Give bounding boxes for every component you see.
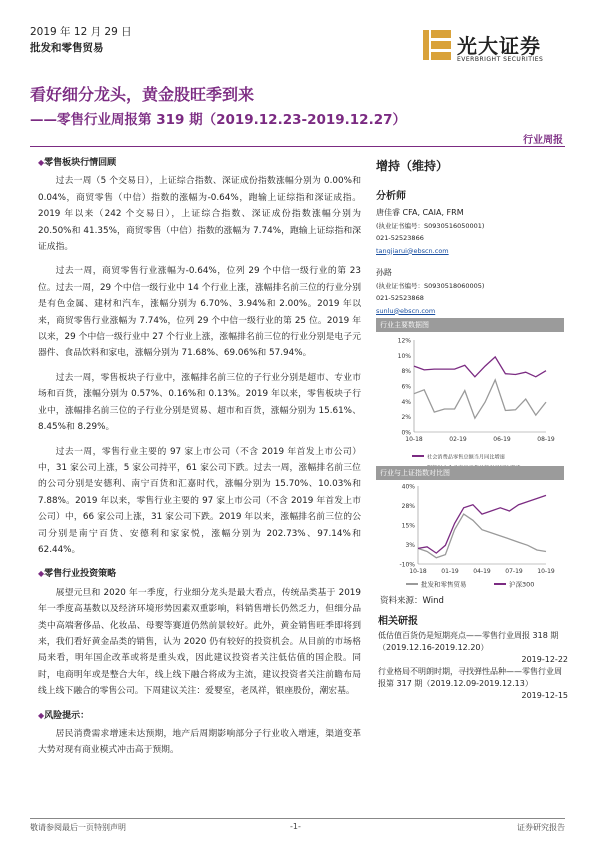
report-date: 2019 年 12 月 29 日	[30, 26, 132, 38]
chart-header: 行业主要数据图	[376, 318, 564, 332]
y-tick-label: 28%	[401, 503, 415, 510]
logo-text-en: EVERBRIGHT SECURITIES	[457, 56, 544, 63]
related-heading: 相关研报	[378, 616, 418, 627]
footer-divider	[30, 818, 565, 819]
footer-report-label: 证券研究报告	[517, 823, 565, 832]
analyst-email-link[interactable]: sunlu@ebscn.com	[376, 306, 436, 315]
header-divider	[30, 146, 565, 147]
x-tick-label: 10-18	[409, 568, 427, 575]
analyst-phone: 021-52523866	[376, 234, 424, 242]
y-tick-label: 4%	[401, 398, 411, 406]
brand-logo	[423, 30, 583, 70]
chart-industry-data	[376, 318, 564, 484]
chart1-svg	[376, 332, 564, 480]
y-tick-label: 3%	[405, 542, 415, 549]
series-line-0	[418, 514, 546, 558]
analyst-cert: (执业证书编号：S0930518060005)	[376, 281, 485, 290]
logo-text: 光大证券	[457, 34, 541, 58]
paragraph: 过去一周（5 个交易日），上证综合指数、深证成份指数涨幅分别为 0.00%和 0.04%，商贸零售（中信）指数的涨幅为-0.64%，跑输上证综指和深证成指。2019 年以来（242 个交易日），上证综合指数、深证成份指数涨幅分别为 20.50%和 41.35%，商贸零售（中信）指数的涨幅为 7.74%，跑输上证综指和深证成指。	[38, 176, 361, 253]
legend-label: 沪深300	[509, 580, 535, 589]
rating: 增持（维持）	[376, 159, 449, 173]
y-tick-label: 15%	[401, 522, 415, 530]
y-tick-label: 6%	[401, 383, 411, 391]
y-tick-label: 40%	[401, 483, 415, 491]
page-number: -1-	[290, 822, 301, 831]
diamond-icon: ◆	[38, 158, 45, 167]
footer-disclaimer: 敬请参阅最后一页特别声明	[30, 823, 126, 832]
report-title: 看好细分龙头，黄金股旺季到来	[30, 85, 255, 104]
paragraph: 过去一周，零售行业主要的 97 家上市公司（不含 2019 年首发上市公司）中，31 家公司上涨，5 家公司持平，61 家公司下跌。过去一周，涨幅排名前三位的公司分别是安德利、南宁百货和汇嘉时代，涨幅分别为 15.70%、10.03%和 7.88%。2019 年以来，零售行业主要的 97 家上市公司（不含 2019 年首发上市公司）中，66 家公司上涨，31 家公司下跌。2019 年以来，涨幅排名前三位的公司分别是南宁百货、安德利和家家悦，涨幅分别为 202.73%、97.14%和 62.44%。	[38, 446, 361, 555]
y-tick-label: -10%	[399, 561, 415, 569]
paragraph: 居民消费需求增速未达预期，地产后周期影响部分子行业收入增速，渠道变革大势对现有商业模式冲击高于预期。	[38, 729, 361, 756]
chart-index-compare	[376, 466, 564, 596]
x-tick-label: 07-19	[505, 568, 523, 575]
y-tick-label: 12%	[397, 337, 411, 345]
report-sector: 批发和零售贸易	[30, 42, 104, 54]
related-reports	[378, 616, 568, 702]
paragraph: 过去一周，商贸零售行业涨幅为-0.64%，位列 29 个中信一级行业的第 23 位。过去一周，29 个中信一级行业中 14 个行业上涨，涨幅排名前三位的行业分别是有色金属、建材和汽车，涨幅分别为 6.70%、3.94%和 2.00%。2019 年以来，商贸零售行业涨幅为 7.74%，位列 29 个中信一级行业的第 25 位。2019 年以来，29 个中信一级行业中 27 个行业上涨，涨幅排名前三位的行业分别是电子元器件、食品饮料和家电，涨幅分别为 71.68%、69.06%和 57.94%。	[38, 266, 361, 359]
section-heading-risk: ◆风险提示：	[38, 710, 90, 721]
section-heading-strategy: ◆零售行业投资策略	[38, 569, 117, 580]
source-note: 资料来源：Wind	[380, 596, 444, 606]
x-tick-label: 10-19	[537, 568, 555, 575]
analyst-phone: 021-52523868	[376, 294, 424, 302]
legend-label: 批发和零售贸易	[421, 580, 467, 589]
x-tick-label: 06-19	[493, 436, 511, 443]
related-report-link[interactable]: 行业格局不明朗时期，寻找弹性品种——零售行业周报第 317 期（2019.12.09-2019.12.13）	[378, 667, 562, 688]
analyst-name: 唐佳睿 CFA, CAIA, FRM	[376, 208, 464, 217]
chart2-svg	[376, 480, 564, 592]
analyst-cert: (执业证书编号：S0930516050001)	[376, 221, 485, 230]
x-tick-label: 08-19	[537, 436, 555, 443]
analyst-name: 孙路	[376, 268, 392, 277]
paragraph: 展望元旦和 2020 年一季度，行业细分龙头是最大看点，传统品类基于 2019 年一季度高基数以及经济环境形势因素双重影响，料销售增长仍然乏力，但细分品类中高端奢侈品、化妆品、母婴等赛道仍然前景较好。此外，黄金销售旺季即将到来，我们看好黄金品类的销售，认为 2020 仍有较好的投资机会。从目前的市场格局来看，明年国企改革或将是重头戏，因此建议投资者关注低估值的国企股。同时，电商明年或是整合大年，线上线下融合将成为主流，建议投资者关注前瞻布局线上线下融合的零售公司。下周建议关注：爱婴室，老凤祥，银座股份，潮宏基。	[38, 587, 361, 697]
series-line-0	[414, 357, 546, 377]
sidebar	[376, 160, 566, 317]
x-tick-label: 01-19	[441, 568, 459, 575]
legend-label: 社会消费品零售总额当月同比增速	[427, 454, 505, 461]
series-line-1	[414, 380, 546, 418]
chart-header: 行业与上证指数对比图	[376, 466, 564, 480]
paragraph: 过去一周，零售板块子行业中，涨幅排名前三位的子行业分别是超市、专业市场和百货，涨幅分别为 0.57%、0.16%和 0.13%。2019 年以来，零售板块子行业中，涨幅排名前三位的子行业分别是贸易、超市和百货，涨幅分别为 15.61%、8.45%和 8.29%。	[38, 372, 361, 433]
y-tick-label: 10%	[397, 352, 411, 360]
y-tick-label: 0%	[401, 429, 411, 437]
related-report-date: 2019-12-15	[521, 691, 568, 700]
analyst-email-link[interactable]: tangjiarui@ebscn.com	[376, 246, 449, 255]
related-report-link[interactable]: 低估值百货仍是短期亮点——零售行业周报 318 期（2019.12.16-2019.12.20）	[378, 631, 559, 652]
y-tick-label: 8%	[401, 368, 411, 376]
related-report-date: 2019-12-22	[521, 655, 568, 664]
main-column	[38, 155, 361, 759]
x-tick-label: 02-19	[449, 436, 467, 443]
section-heading-review: ◆零售板块行情回顾	[38, 158, 117, 168]
report-subtitle: ——零售行业周报第 319 期（2019.12.23-2019.12.27）	[30, 112, 406, 128]
y-tick-label: 2%	[401, 414, 411, 422]
analyst-heading: 分析师	[376, 190, 406, 202]
x-tick-label: 10-18	[405, 436, 423, 443]
x-tick-label: 04-19	[473, 568, 491, 575]
diamond-icon: ◆	[38, 710, 45, 720]
logo-mark-icon	[423, 30, 451, 60]
diamond-icon: ◆	[38, 569, 45, 579]
report-type: 行业周报	[523, 135, 563, 146]
